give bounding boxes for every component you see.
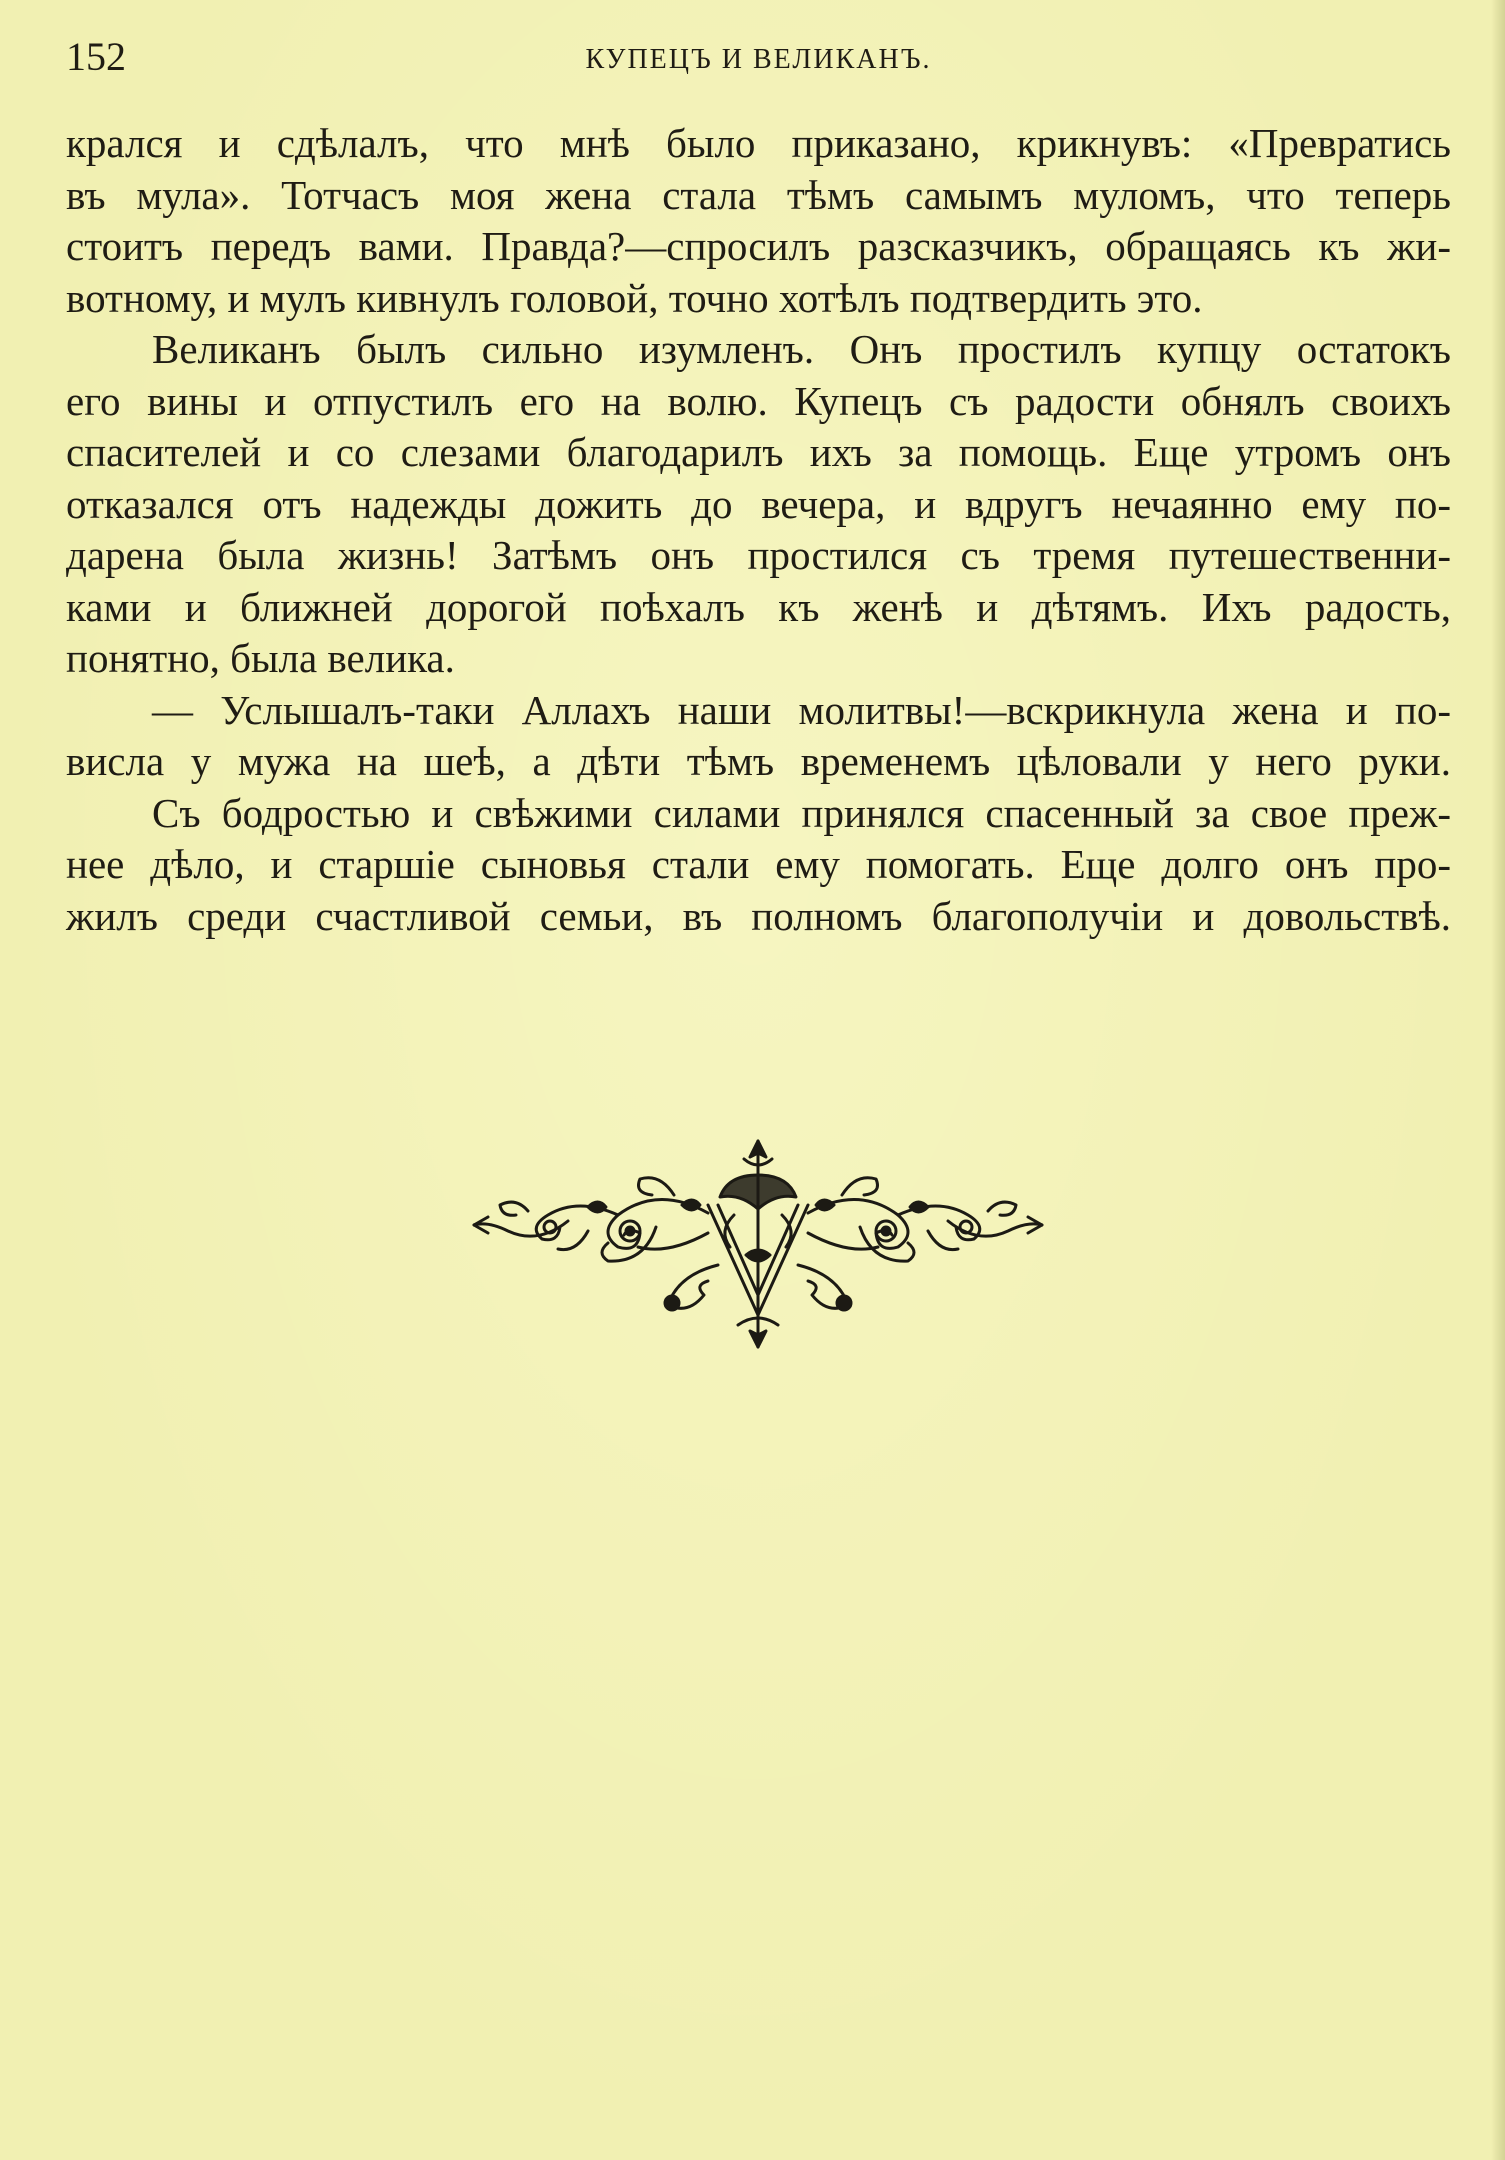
text-line: его вины и отпустилъ его на волю. Купецъ съ радости обнялъ своихъ: [66, 377, 1451, 424]
text-line: нее дѣло, и старшіе сыновья стали ему помогать. Еще долго онъ про-: [66, 841, 1451, 887]
page-edge-shadow: [1491, 0, 1505, 2160]
text-line: Съ бодростью и свѣжими силами принялся спасенный за свое преж-: [152, 789, 1451, 836]
paragraph-1: [66, 118, 1451, 324]
text-line: крался и сдѣлалъ, что мнѣ было приказано, крикнувъ: «Превратись: [66, 120, 1451, 166]
paragraph-3: [66, 685, 1451, 788]
text-line: понятно, была велика.: [66, 635, 455, 681]
body-text: [66, 118, 1451, 942]
text-line: спасителей и со слезами благодарилъ ихъ за помощь. Еще утромъ онъ: [66, 429, 1451, 475]
text-line: висла у мужа на шеѣ, а дѣти тѣмъ временемъ цѣловали у него руки.: [66, 738, 1451, 784]
text-line: Великанъ былъ сильно изумленъ. Онъ простилъ купцу остатокъ: [152, 326, 1451, 372]
text-line: дарена была жизнь! Затѣмъ онъ простился съ тремя путешественни-: [66, 532, 1451, 578]
text-line: стоитъ передъ вами. Правда?—спросилъ разсказчикъ, обращаясь къ жи-: [66, 223, 1451, 269]
text-line: жилъ среди счастливой семьи, въ полномъ благополучіи и довольствѣ.: [66, 892, 1451, 939]
page-header: [66, 30, 1451, 84]
floral-tailpiece-ornament-icon: [468, 1135, 1048, 1355]
paragraph-2: [66, 324, 1451, 685]
text-line: — Услышалъ-таки Аллахъ наши молитвы!—вскрикнула жена и по-: [152, 686, 1451, 733]
page-number: 152: [66, 34, 126, 79]
paragraph-4: [66, 788, 1451, 943]
text-line: вотному, и мулъ кивнулъ головой, точно хотѣлъ подтвердить это.: [66, 274, 1203, 321]
text-line: ками и ближней дорогой поѣхалъ къ женѣ и дѣтямъ. Ихъ радость,: [66, 583, 1451, 630]
text-line: отказался отъ надежды дожить до вечера, и вдругъ нечаянно ему по-: [66, 480, 1451, 527]
text-line: въ мула». Тотчасъ моя жена стала тѣмъ самымъ муломъ, что теперь: [66, 171, 1451, 218]
running-title: КУПЕЦЪ И ВЕЛИКАНЪ.: [585, 44, 932, 75]
